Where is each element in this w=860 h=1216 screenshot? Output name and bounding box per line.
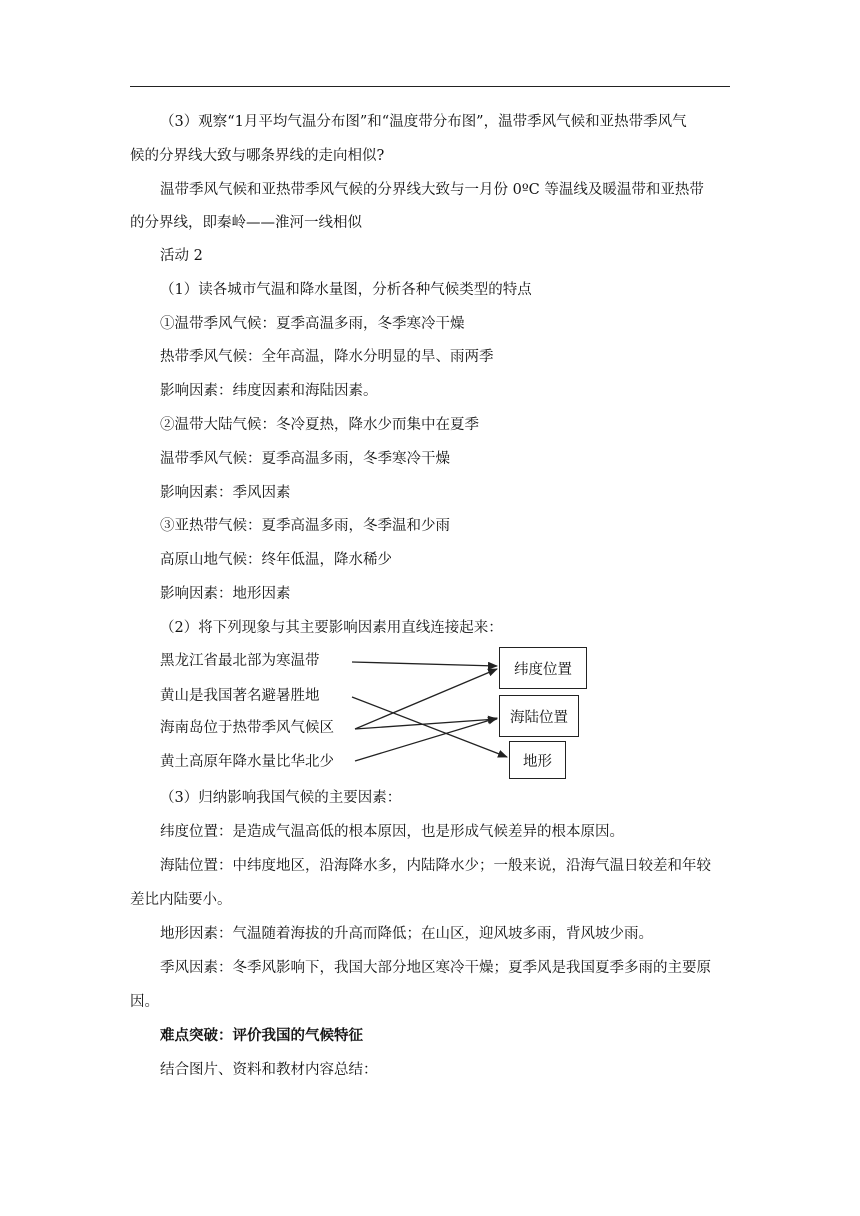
- climate-line-1: ①温带季风气候：夏季高温多雨，冬季寒冷干燥: [160, 316, 465, 332]
- climate-line-6: 影响因素：季风因素: [160, 485, 291, 501]
- phenomenon-2: 黄山是我国著名避暑胜地: [160, 688, 320, 704]
- climate-line-2: 热带季风气候：全年高温，降水分明显的旱、雨两季: [160, 349, 494, 365]
- question-3-line-2: 候的分界线大致与哪条界线的走向相似?: [130, 148, 385, 164]
- activity-2-title: 活动 2: [160, 248, 203, 264]
- activity-2-question-2: （2）将下列现象与其主要影响因素用直线连接起来：: [160, 620, 503, 636]
- climate-line-5: 温带季风气候：夏季高温多雨，冬季寒冷干燥: [160, 451, 450, 467]
- factor-label-terrain: 地形: [523, 753, 552, 770]
- factor-label-land-sea: 海陆位置: [510, 709, 568, 726]
- climate-line-9: 影响因素：地形因素: [160, 586, 291, 602]
- factor-label-latitude: 纬度位置: [514, 661, 572, 678]
- factor-terrain-text: 地形因素：气温随着海拔的升高而降低；在山区，迎风坡多雨，背风坡少雨。: [160, 926, 653, 942]
- section-heading: 难点突破：评价我国的气候特征: [160, 1028, 363, 1044]
- activity-2-question-1: （1）读各城市气温和降水量图，分析各种气候类型的特点: [160, 282, 532, 298]
- phenomenon-4: 黄土高原年降水量比华北少: [160, 754, 334, 770]
- climate-line-3: 影响因素：纬度因素和海陆因素。: [160, 383, 378, 399]
- climate-line-4: ②温带大陆气候：冬冷夏热，降水少而集中在夏季: [160, 417, 479, 433]
- answer-3-line-1: 温带季风气候和亚热带季风气候的分界线大致与一月份 0ºC 等温线及暖温带和亚热带: [160, 182, 704, 198]
- factor-latitude-text: 纬度位置：是造成气温高低的根本原因，也是形成气候差异的根本原因。: [160, 824, 624, 840]
- question-3-line-1: （3）观察“1月平均气温分布图”和“温度带分布图”，温带季风气候和亚热带季风气: [160, 114, 687, 130]
- factor-land-sea-line-1: 海陆位置：中纬度地区，沿海降水多，内陆降水少；一般来说，沿海气温日较差和年较: [160, 858, 711, 874]
- answer-3-line-2: 的分界线，即秦岭——淮河一线相似: [130, 215, 362, 231]
- factor-land-sea-line-2: 差比内陆要小。: [130, 892, 232, 908]
- phenomenon-1: 黑龙江省最北部为寒温带: [160, 653, 320, 669]
- activity-2-question-3: （3）归纳影响我国气候的主要因素：: [160, 790, 402, 806]
- phenomenon-3: 海南岛位于热带季风气候区: [160, 720, 334, 736]
- factor-monsoon-line-1: 季风因素：冬季风影响下，我国大部分地区寒冷干燥；夏季风是我国夏季多雨的主要原: [160, 960, 711, 976]
- factor-monsoon-line-2: 因。: [130, 994, 159, 1010]
- climate-line-7: ③亚热带气候：夏季高温多雨，冬季温和少雨: [160, 518, 450, 534]
- link-heilongjiang-latitude: [352, 662, 497, 666]
- climate-line-8: 高原山地气候：终年低温，降水稀少: [160, 552, 392, 568]
- summary-prompt: 结合图片、资料和教材内容总结：: [160, 1062, 378, 1078]
